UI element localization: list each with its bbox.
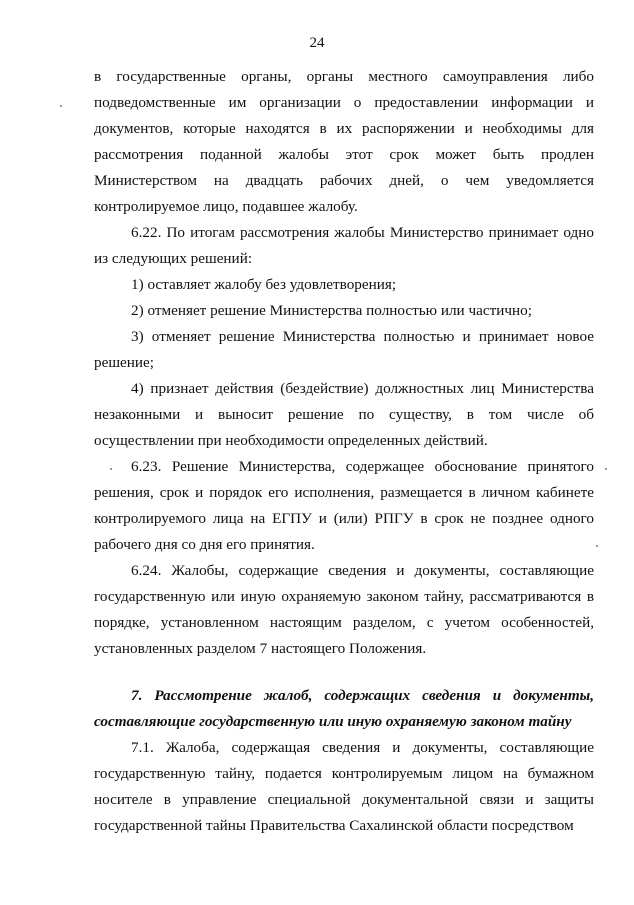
scan-speck bbox=[596, 545, 598, 547]
scan-speck bbox=[110, 468, 112, 470]
list-item-4: 4) признает действия (бездействие) должностных лиц Министерства незаконными и выносит решение по существу, в том числе об осуществлении при необходимости определенных действий. bbox=[94, 380, 594, 449]
paragraph-7-1: 7.1. Жалоба, содержащая сведения и документы, составляющие государственную тайну, подается контролируемым лицом на бумажном носителе в управление специальной документальной связи и защиты государственной тайны Правительства Сахалинской области посредством bbox=[94, 739, 594, 834]
paragraph-6-22: 6.22. По итогам рассмотрения жалобы Министерство принимает одно из следующих решений: bbox=[94, 224, 594, 267]
section-7-heading: 7. Рассмотрение жалоб, содержащих сведения и документы, составляющие государственную или иную охраняемую законом тайну bbox=[94, 687, 594, 730]
list-item-3: 3) отменяет решение Министерства полностью и принимает новое решение; bbox=[94, 328, 594, 371]
scan-speck bbox=[605, 468, 607, 470]
page-number: 24 bbox=[309, 35, 325, 51]
paragraph-6-23: 6.23. Решение Министерства, содержащее обоснование принятого решения, срок и порядок его исполнения, размещается в личном кабинете контролируемого лица на ЕГПУ и (или) РПГУ в срок не позднее одного рабочего дня со дня его принятия. bbox=[94, 458, 594, 553]
scan-speck bbox=[60, 105, 62, 107]
list-item-1: 1) оставляет жалобу без удовлетворения; bbox=[131, 276, 397, 293]
document-body bbox=[94, 64, 594, 834]
list-item-2: 2) отменяет решение Министерства полностью или частично; bbox=[131, 302, 532, 319]
paragraph-continuation: в государственные органы, органы местного самоуправления либо подведомственные им организации о предоставлении информации и документов, которые находятся в их распоряжении и необходимы для рассмотрения поданной жалобы этот срок может быть продлен Министерством на двадцать рабочих дней, о чем уведомляется контролируемое лицо, подавшее жалобу. bbox=[94, 68, 594, 215]
paragraph-6-24: 6.24. Жалобы, содержащие сведения и документы, составляющие государственную или иную охраняемую законом тайну, рассматриваются в порядке, установленном настоящим разделом, с учетом особенностей, установленных разделом 7 настоящего Положения. bbox=[94, 562, 594, 657]
